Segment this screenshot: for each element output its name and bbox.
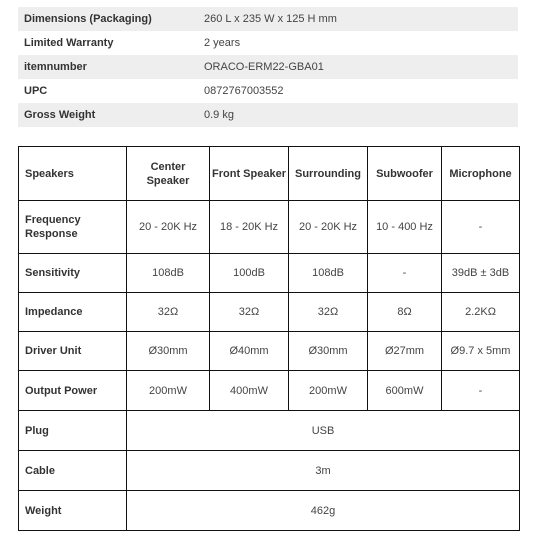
table-cell: 18 - 20K Hz: [210, 201, 289, 254]
table-cell: 600mW: [368, 371, 442, 411]
spec-row-dimensions: [18, 7, 518, 31]
table-cell: Ø30mm: [127, 332, 210, 371]
merged-cell: 3m: [127, 451, 520, 491]
spec-value: ORACO-ERM22-GBA01: [204, 61, 324, 73]
table-cell: 2.2KΩ: [442, 293, 520, 332]
spec-label: Limited Warranty: [24, 37, 114, 49]
table-row: [19, 371, 520, 411]
spec-value: 2 years: [204, 37, 241, 49]
spec-row-upc: [18, 79, 518, 103]
table-cell: 20 - 20K Hz: [127, 201, 210, 254]
spec-label: Gross Weight: [24, 109, 96, 121]
table-cell: 200mW: [127, 371, 210, 411]
table-cell: 20 - 20K Hz: [289, 201, 368, 254]
table-cell: 32Ω: [210, 293, 289, 332]
spec-value: 0.9 kg: [204, 109, 234, 121]
column-header: Front Speaker: [210, 147, 289, 201]
table-row: [19, 254, 520, 293]
spec-row-itemnumber: [18, 55, 518, 79]
row-header: Sensitivity: [19, 254, 127, 293]
table-cell: -: [442, 201, 520, 254]
spec-row-warranty: [18, 31, 518, 55]
row-header: Plug: [19, 411, 127, 451]
table-cell: Ø30mm: [289, 332, 368, 371]
merged-cell: 462g: [127, 491, 520, 531]
table-row: [19, 293, 520, 332]
table-row: [19, 491, 520, 531]
table-cell: 32Ω: [289, 293, 368, 332]
table-row: [19, 332, 520, 371]
table-cell: 200mW: [289, 371, 368, 411]
spec-value: 0872767003552: [204, 85, 284, 97]
table-cell: 10 - 400 Hz: [368, 201, 442, 254]
table-cell: 108dB: [289, 254, 368, 293]
spec-label: UPC: [24, 85, 48, 97]
table-cell: 108dB: [127, 254, 210, 293]
spec-row-gross-weight: [18, 103, 518, 127]
table-row: [19, 411, 520, 451]
table-cell: 39dB ± 3dB: [442, 254, 520, 293]
table-cell: -: [368, 254, 442, 293]
row-header: Cable: [19, 451, 127, 491]
corner-header: Speakers: [19, 147, 127, 201]
spec-label: itemnumber: [24, 61, 87, 73]
table-cell: 100dB: [210, 254, 289, 293]
row-header: Driver Unit: [19, 332, 127, 371]
column-header: Surrounding: [289, 147, 368, 201]
spec-value: 260 L x 235 W x 125 H mm: [204, 13, 337, 25]
merged-cell: USB: [127, 411, 520, 451]
column-header: Subwoofer: [368, 147, 442, 201]
table-cell: -: [442, 371, 520, 411]
table-cell: Ø40mm: [210, 332, 289, 371]
row-header: Output Power: [19, 371, 127, 411]
table-row: [19, 201, 520, 254]
table-cell: 400mW: [210, 371, 289, 411]
table-header-row: [19, 147, 520, 201]
table-cell: 8Ω: [368, 293, 442, 332]
table-cell: Ø9.7 x 5mm: [442, 332, 520, 371]
spec-label: Dimensions (Packaging): [24, 13, 152, 25]
table-row: [19, 451, 520, 491]
product-spec-table: [18, 7, 518, 127]
row-header: Impedance: [19, 293, 127, 332]
column-header: Microphone: [442, 147, 520, 201]
table-cell: Ø27mm: [368, 332, 442, 371]
column-header: Center Speaker: [127, 147, 210, 201]
row-header: Frequency Response: [19, 201, 127, 254]
row-header: Weight: [19, 491, 127, 531]
table-cell: 32Ω: [127, 293, 210, 332]
speakers-spec-table: [18, 146, 520, 531]
